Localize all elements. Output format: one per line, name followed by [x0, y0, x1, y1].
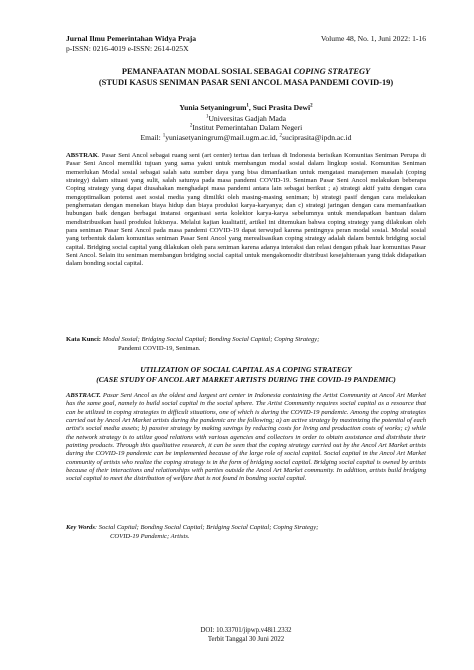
email-1-sup: 1: [162, 133, 166, 139]
title-line-1: [66, 67, 426, 78]
keywords-en-text-2: COVID-19 Pandemic; Artists.: [110, 532, 190, 540]
author-names: [66, 103, 426, 113]
english-title-line-2: (CASE STUDY OF ANCOL ART MARKET ARTISTS DURING THE COVID-19 PANDEMIC): [96, 375, 396, 384]
affiliation-1-sup: 1: [205, 114, 209, 120]
abstract-english: [66, 392, 426, 484]
author-1: Yunia Setyaningrum: [179, 103, 247, 112]
author-1-sup: 1: [246, 103, 249, 109]
author-emails: [66, 133, 426, 143]
journal-issn: p-ISSN: 0216-4019 e-ISSN: 2614-025X: [66, 44, 189, 53]
keywords-english: [66, 524, 426, 541]
publish-date: Terbit Tanggal 30 Juni 2022: [207, 636, 285, 644]
title-line-2: (STUDI KASUS SENIMAN PASAR SENI ANCOL MASA PANDEMI COVID-19): [98, 77, 394, 87]
doi-link[interactable]: DOI: 10.33701/jipwp.v48i1.2332: [200, 627, 292, 634]
affiliation-2: [66, 123, 426, 133]
journal-volume: Volume 48, No. 1, Juni 2022: 1-16: [320, 34, 426, 43]
keywords-id-line-1: [66, 336, 426, 345]
affiliation-2-text: Institut Pemerintahan Dalam Negeri: [192, 123, 303, 133]
author-sep: ,: [248, 103, 253, 112]
keywords-indonesian: [66, 336, 426, 353]
author-block: [66, 103, 426, 142]
email-1: yuniasetyaningrum@mail.ugm.ac.id,: [165, 132, 280, 142]
affiliation-1: [66, 114, 426, 124]
journal-header: [66, 34, 426, 54]
keywords-id-label: Kata Kunci:: [66, 336, 101, 343]
abstract-indonesian: [66, 152, 426, 269]
abstract-id-text: . Pasar Seni Ancol sebagai ruang seni (art center) tertua dan terluas di Indonesia berisikan Komunitas Seniman Perupa di Pasar Seni Ancol memiliki tujuan yang sama yakni untuk membangun modal sosial dalam lingkup sosial. Komunitas Seniman memerlukan Modal sosial sebagai salah satu sumber daya yang bisa dimanfaatkan untuk mengatasi manajemen masalah (coping strategy) dalam situasi yang sulit, salah satunya pada masa pandemi COVID-19. Seniman Pasar Seni Ancol melakukan beberapa Coping strategy yang dapat diusahakan menghadapi masa pandemi antara lain sebagai berikut ; a) strategi aktif yaitu dengan cara mengoptimalkan potensi aset sosial media yang dimiliki oleh masing-masing seniman; b) strategi pasif dengan cara melakukan penghematan dengan menekan biaya hidup dan biaya produksi karya-karyanya; dan c) strategi jaringan dengan cara memanfaatkan hubungan baik dengan berbagai instansi organisasi serta kolektor karya-karya sebelumnya untuk mendapatkan bantuan dalam mendistribusikan hasil produksi lukisnya. Melalui kajian kualitatif, artikel ini ditemukan bahwa coping strategy yang dilakukan oleh para seniman Pasar Seni Ancol pada masa pandemi COVID-19 dapat terwujud karena pentingnya peran modal sosial. Modal sosial yang terbentuk dalam komunitas seniman Pasar Seni Ancol yang merealisasikan coping strategy adalah dalam bentuk bridging social capital. Bridging social capital yang dilakukan oleh para seniman karena adanya interaksi dan relasi dengan pihak luar komunitas Pasar Seni Ancol. Selain itu seniman membangun bridging social capital untuk mengakomodir distribusi kesejahteraan yang tidak didapatkan dalam bonding social capital.: [66, 152, 426, 268]
abstract-id-label: ABSTRAK: [66, 152, 98, 159]
english-title: [66, 365, 426, 385]
abstract-en-text: Pasar Seni Ancol as the oldest and largest art center in Indonesia containing the Artist Community at Ancol Art Market has the same goal, namely to build social capital in the social sphere. The Artist Community requires social capital as a resource that can be utilized in coping strategies in difficult situations, one of which is during the COVID-19 pandemic. Among the coping strategies carried out by Ancol Art Market artists during the pandemic are the following; a) an active strategy by maximizing the potential of each artist's social media assets; b) passive strategy by making savings by reducing costs for living and production costs of works; c) while the network strategy is to utilize good relations with various agencies and collectors in order to obtain assistance and distribute their painting products. Through this qualitative research, it can be seen that the coping strategy carried out by the Ancol Art Market artists during the COVID-19 pandemic can be implemented because of the large role of social capital. Social capital in the Ancol Art Market community of artists who realize the coping strategy is in the form of bridging social capital. Bridging social capital is owned by artists because of their interactions and relationships with parties outside the Ancol Art Market community. In addition, artists build bridging social capital to meet the distribution of welfare that is not found in bonding social capital.: [66, 392, 426, 483]
paper-title: [66, 67, 426, 88]
affiliation-1-text: Universitas Gadjah Mada: [208, 113, 287, 123]
keywords-en-text-1: : Social Capital; Bonding Social Capital; Bridging Social Capital; Coping Strategy;: [94, 524, 319, 531]
keywords-en-line-1: [66, 524, 426, 533]
affiliation-2-sup: 2: [189, 123, 193, 129]
keywords-id-text-2: Pandemi COVID-19, Seniman.: [118, 344, 201, 352]
author-2-sup: 2: [310, 103, 313, 109]
abstract-en-label: ABSTRACT.: [66, 392, 101, 399]
email-2-sup: 2: [279, 133, 283, 139]
keywords-id-text-1: Modal Sosial; Bridging Social Capital; Bonding Social Capital; Coping Strategy;: [100, 336, 320, 343]
page-footer: [66, 626, 426, 645]
email-label: Email:: [140, 132, 163, 142]
english-title-line-1: UTILIZATION OF SOCIAL CAPITAL AS A COPING STRATEGY: [140, 365, 352, 374]
email-2: suciprasita@ipdn.ac.id: [282, 132, 352, 142]
journal-name: Jurnal Ilmu Pemerintahan Widya Praja: [66, 34, 197, 43]
keywords-en-label: Key Words: [66, 524, 95, 531]
title-line-1-text: PEMANFAATAN MODAL SOSIAL SEBAGAI: [121, 67, 294, 76]
title-line-1-italic: COPING STRATEGY: [293, 67, 371, 76]
author-2: Suci Prasita Dewi: [252, 103, 311, 112]
